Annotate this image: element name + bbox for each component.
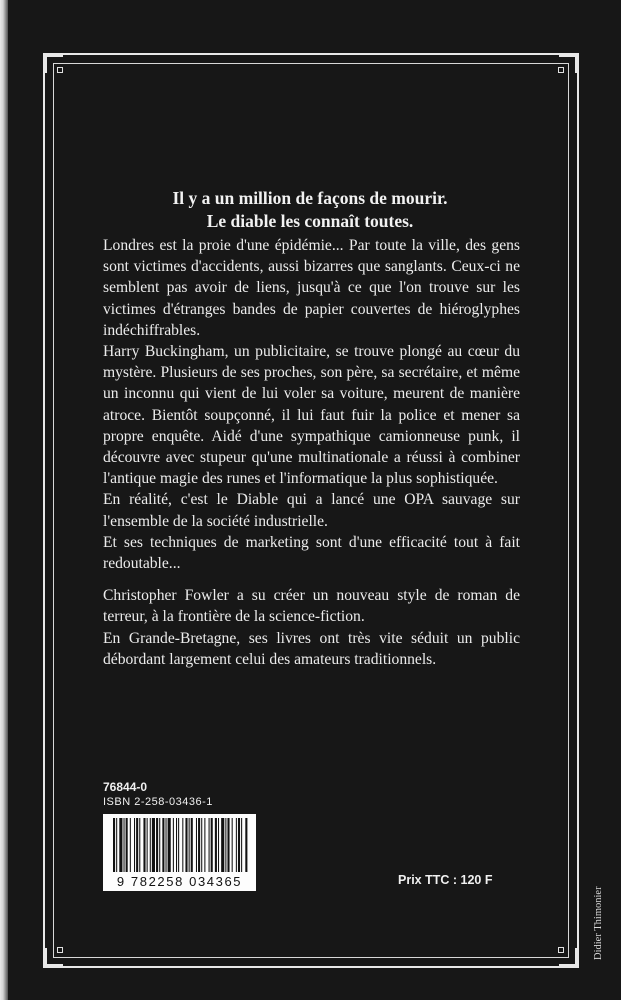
cover-illustration-credit: Didier Thimonier [593, 886, 604, 960]
barcode-bar [189, 818, 190, 872]
barcode-bar [201, 818, 202, 872]
barcode-bar [152, 818, 155, 872]
author-paragraph: Christopher Fowler a su créer un nouveau style de roman de terreur, à la frontière de la science-fiction. [103, 587, 520, 626]
barcode [103, 814, 256, 891]
blurb-paragraph: Harry Buckingham, un publicitaire, se trouve plongé au cœur du mystère. Plusieurs de ses proches, son père, sa secrétaire, et même un inconnu qui vient de lui voler sa voiture, meurent de manière atroce. Bientôt soupçonné, il lui faut fuir la police et mener sa propre enquête. Aidé d'une sympathique camionneuse punk, il découvre avec stupeur qu'une multinationale a réussi à combiner l'antique magie des runes et l'informatique la plus sophistiquée. [103, 343, 520, 488]
barcode-bar [166, 818, 167, 872]
frame-ornament-bottom-right [558, 947, 564, 953]
barcode-bar [162, 818, 164, 872]
barcode-bar [124, 818, 125, 872]
barcode-bar [236, 818, 237, 872]
barcode-bar [196, 818, 197, 872]
frame-ornament-bottom-left [57, 947, 63, 953]
barcode-bar [238, 818, 240, 872]
barcode-bar [185, 818, 187, 872]
barcode-bar [225, 818, 226, 872]
barcode-bar [209, 818, 210, 872]
barcode-bar [176, 818, 177, 872]
barcode-bar [232, 818, 233, 872]
catalog-code: 76844-0 [103, 780, 148, 794]
barcode-digits: 9 782258 034365 [116, 874, 243, 889]
barcode-bar [113, 818, 115, 872]
barcode-bar [191, 818, 193, 872]
tagline-line-2: Le diable les connaît toutes. [206, 211, 414, 231]
barcode-bars [103, 814, 256, 874]
price-label: Prix TTC : 120 F [398, 873, 493, 887]
barcode-bar [136, 818, 138, 872]
barcode-bar [204, 818, 205, 872]
barcode-bar [173, 818, 174, 872]
isbn-number: ISBN 2-258-03436-1 [103, 796, 213, 808]
barcode-bar [215, 818, 217, 872]
barcode-bar [130, 818, 131, 872]
barcode-bar [221, 818, 224, 872]
frame-ornament-top-left [57, 67, 63, 73]
barcode-bar [126, 818, 128, 872]
barcode-bar [150, 818, 151, 872]
barcode-bar [178, 818, 179, 872]
barcode-bar [147, 818, 148, 872]
blurb-paragraph: Londres est la proie d'une épidémie... Par toute la ville, des gens sont victimes d'accidents, aussi bizarres que sanglants. Ceux-ci ne semblent pas avoir de liens, jusqu'à ce que l'on trouve sur les victimes d'étranges bandes de papier couvertes de hiéroglyphes indéchiffrables. [103, 237, 520, 339]
barcode-bar [156, 818, 158, 872]
barcode-bar [134, 818, 135, 872]
barcode-bar [143, 818, 145, 872]
barcode-bar [211, 818, 213, 872]
barcode-bar [182, 818, 183, 872]
tagline-line-1: Il y a un million de façons de mourir. [172, 188, 448, 208]
barcode-bar [119, 818, 122, 872]
barcode-bar [218, 818, 219, 872]
blurb-paragraph: En réalité, c'est le Diable qui a lancé une OPA sauvage sur l'ensemble de la société industrielle. [103, 491, 520, 530]
barcode-bar [245, 818, 247, 872]
tagline [90, 187, 530, 233]
frame-ornament-top-right [558, 67, 564, 73]
barcode-bar [139, 818, 140, 872]
author-paragraph: En Grande-Bretagne, ses livres ont très vite séduit un public débordant largement celui des amateurs traditionnels. [103, 629, 520, 668]
blurb-paragraph: Et ses techniques de marketing sont d'une efficacité tout à fait redoutable... [103, 533, 520, 573]
blurb [103, 235, 520, 670]
barcode-bar [198, 818, 200, 872]
barcode-bar [116, 818, 117, 872]
barcode-bar [159, 818, 160, 872]
barcode-bar [227, 818, 229, 872]
barcode-bar [241, 818, 242, 872]
barcode-bar [168, 818, 171, 872]
